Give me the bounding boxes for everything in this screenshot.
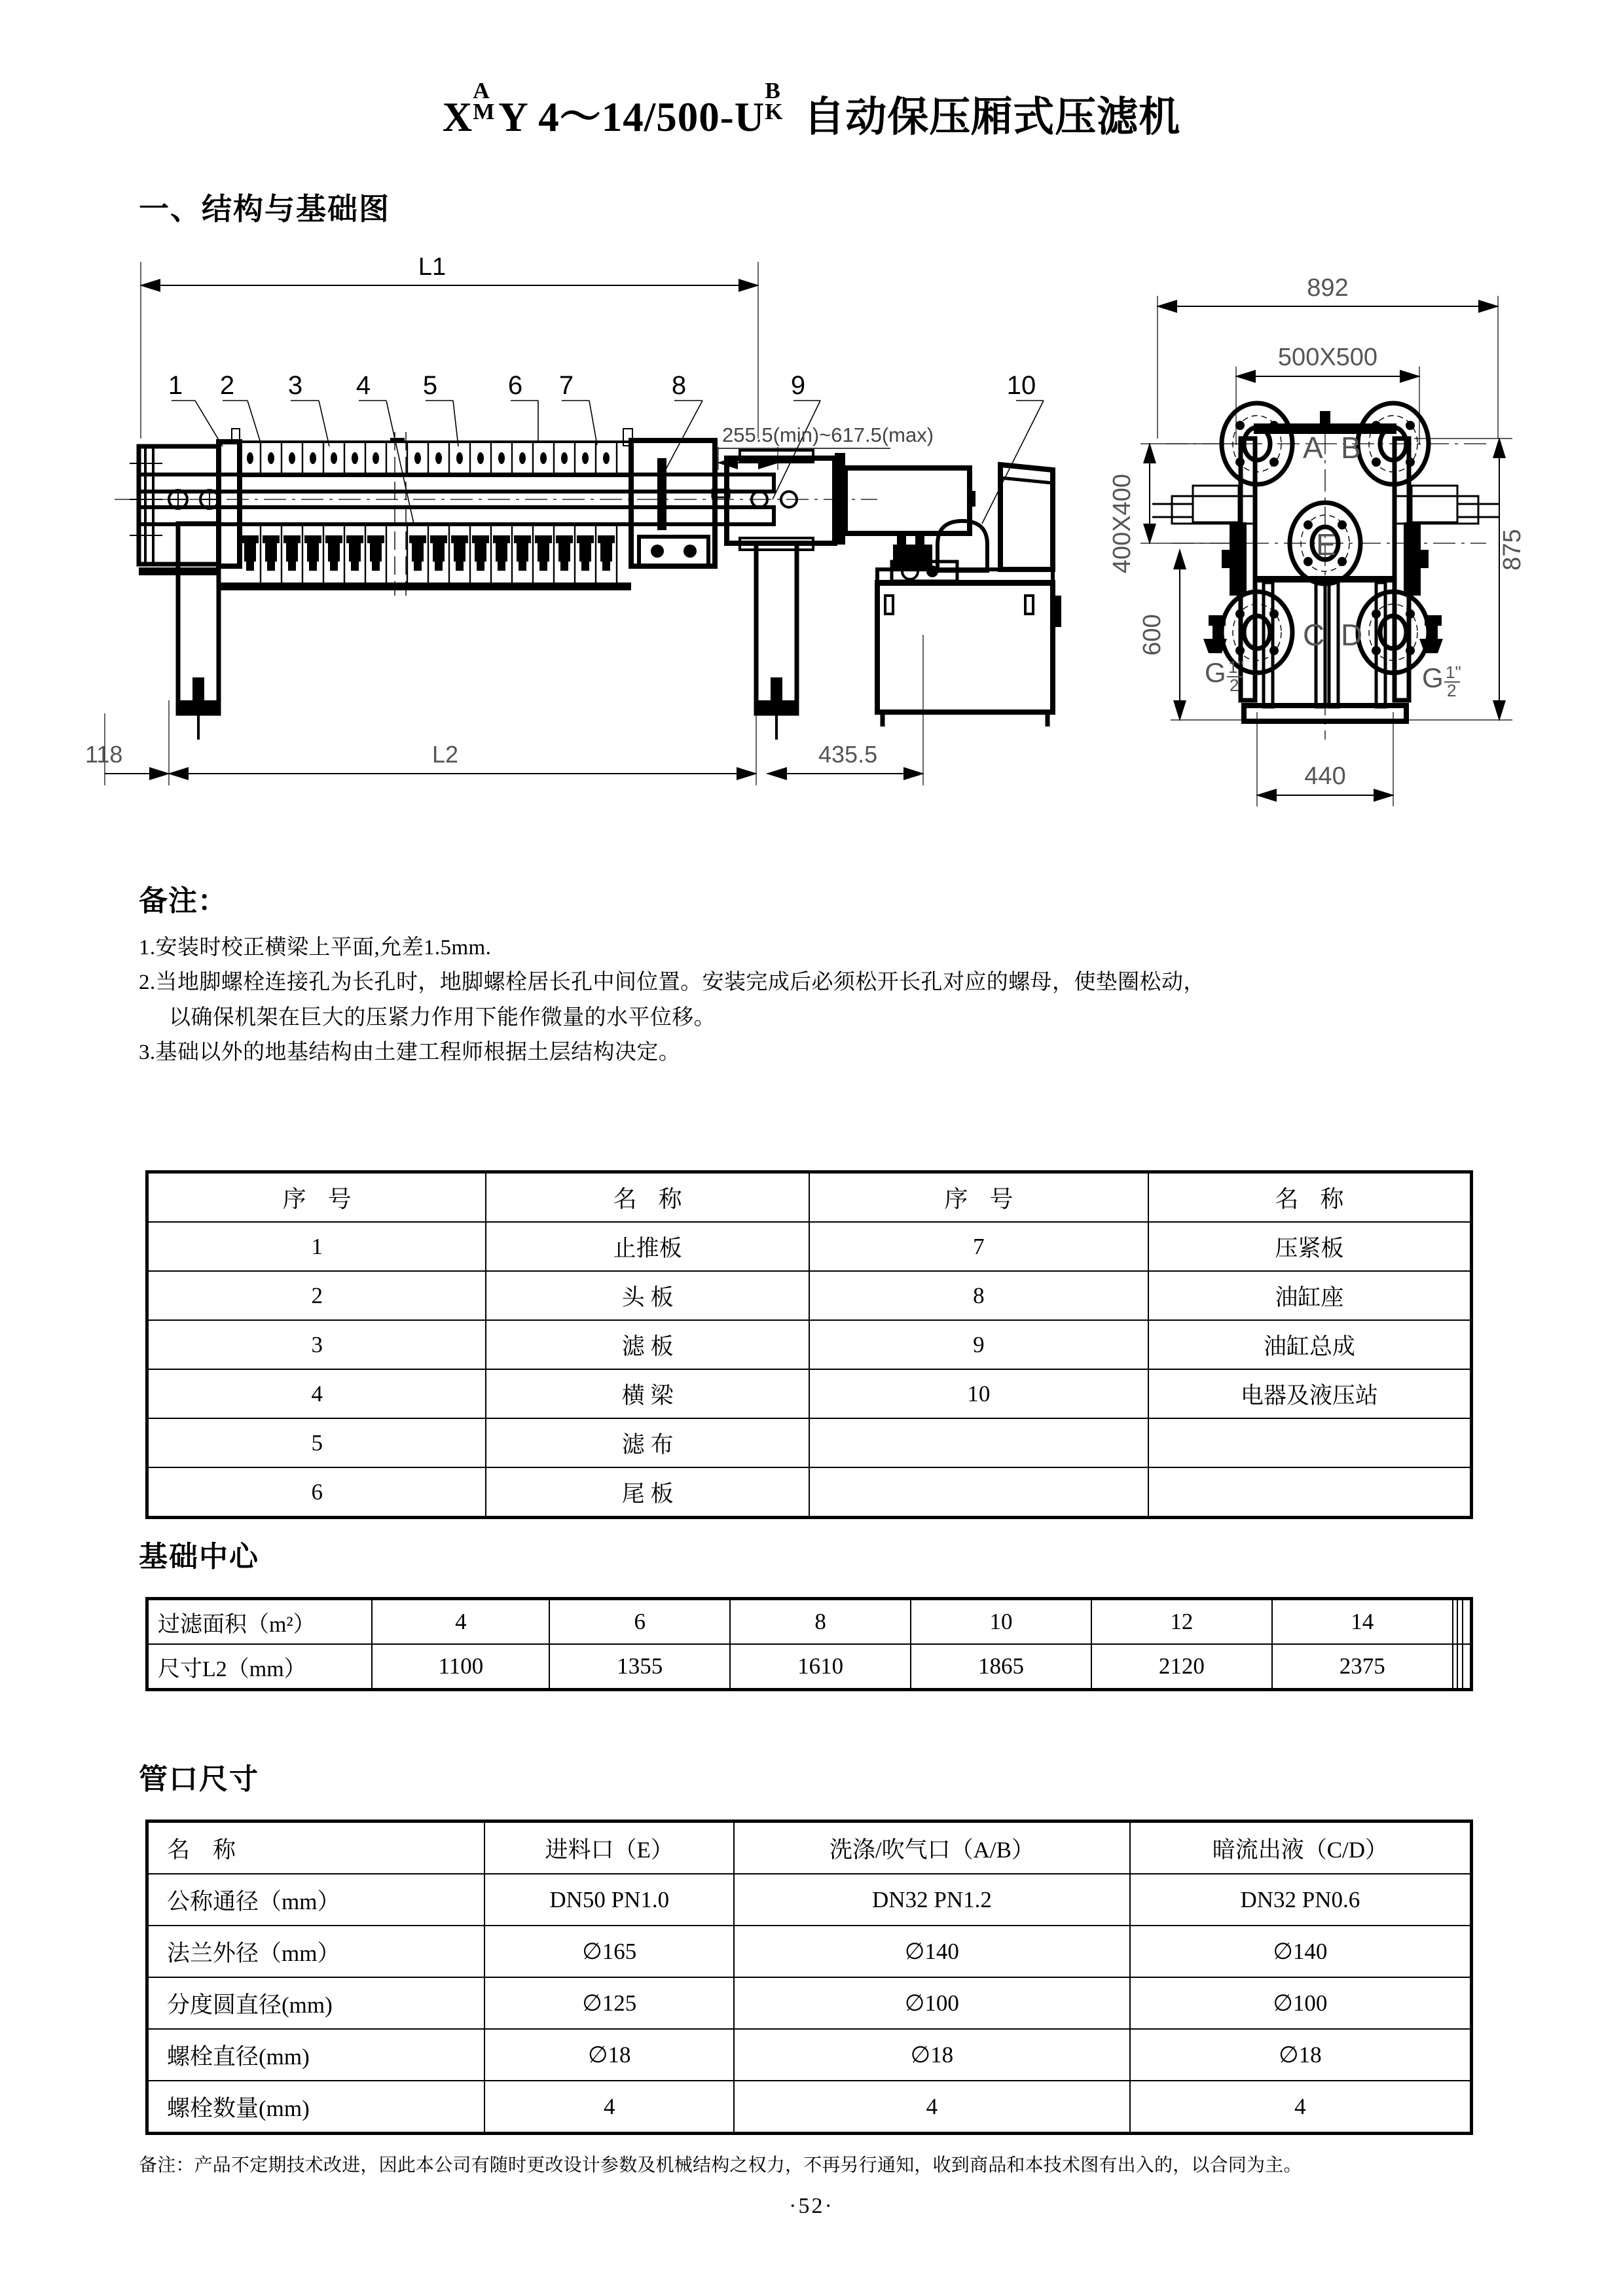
title-mid: Y 4～14/500-U (498, 94, 765, 140)
notes-heading: 备注： (139, 885, 227, 917)
pipe-cell-cd: ∅100 (1130, 1977, 1472, 2029)
notes-block (139, 877, 1494, 1071)
svg-text:8: 8 (671, 371, 687, 400)
table-row (147, 1977, 1472, 2029)
port-label-D: D (1341, 618, 1363, 652)
table-row (147, 1599, 1472, 1645)
parts-header-no-left: 序 号 (147, 1172, 486, 1223)
port-label-A: A (1303, 431, 1323, 465)
svg-text:6: 6 (507, 371, 523, 400)
base-center-table (145, 1597, 1473, 1691)
pipe-size-table (145, 1820, 1473, 2135)
pipe-row-label: 分度圆直径(mm) (147, 1977, 485, 2029)
svg-text:2: 2 (1447, 681, 1457, 700)
footer-disclaimer: 备注：产品不定期技术改进，因此本公司有随时更改设计参数及机械结构之权力，不再另行通知，收到商品和本技术图有出入的，以合同为主。 (139, 2155, 1302, 2176)
pipe-cell-ab: ∅18 (734, 2029, 1130, 2081)
l2-cell-empty (1463, 1644, 1472, 1690)
part-no: 8 (809, 1271, 1148, 1320)
part-no: 3 (147, 1320, 486, 1369)
note-item-2: 2.当地脚螺栓连接孔为长孔时，地脚螺栓居长孔中间位置。安装完成后必须松开长孔对应的螺母，使垫圈松动， (139, 971, 1205, 995)
pipe-header-wash: 洗涤/吹气口（A/B） (734, 1821, 1130, 1874)
pipe-cell-e: ∅125 (484, 1977, 734, 2029)
base-center-heading: 基础中心 (139, 1541, 259, 1573)
area-cell-empty (1463, 1599, 1472, 1645)
pipe-cell-cd: DN32 PN0.6 (1130, 1874, 1472, 1926)
dim-875-label: 875 (1499, 529, 1526, 571)
table-row (147, 1874, 1472, 1926)
title-sub-k: K (765, 98, 784, 124)
area-cell-empty (1457, 1599, 1463, 1645)
table-row (147, 1926, 1472, 1977)
title-subscript-group-2 (765, 77, 790, 131)
title-subscript-group-1 (473, 77, 498, 131)
part-name: 头 板 (486, 1271, 809, 1320)
dim-500x500-label: 500X500 (1277, 344, 1378, 371)
pipe-header-name: 名 称 (147, 1821, 485, 1874)
area-cell-empty (1453, 1599, 1458, 1645)
title-prefix: X (442, 94, 473, 140)
pipe-header-outlet: 暗流出液（C/D） (1130, 1821, 1472, 1874)
dim-118-label: 118 (85, 741, 123, 768)
part-no-empty (809, 1467, 1148, 1518)
part-no: 9 (809, 1320, 1148, 1369)
area-cell: 10 (911, 1599, 1091, 1645)
svg-text:4: 4 (356, 371, 371, 400)
table-row (147, 2029, 1472, 2081)
row-label-area: 过滤面积（m²） (147, 1599, 373, 1645)
area-cell: 14 (1272, 1599, 1453, 1645)
part-name: 油缸座 (1148, 1271, 1472, 1320)
table-row (147, 1644, 1472, 1690)
part-no: 5 (147, 1418, 486, 1467)
svg-text:3: 3 (287, 371, 303, 400)
part-name: 横 梁 (486, 1369, 809, 1418)
part-no: 1 (147, 1222, 486, 1271)
part-no: 10 (809, 1369, 1148, 1418)
pipe-header-inlet: 进料口（E） (484, 1821, 734, 1874)
svg-text:10: 10 (1006, 371, 1036, 400)
page-title (0, 77, 1623, 143)
pipe-row-label: 公称通径（mm） (147, 1874, 485, 1926)
dim-L1-label: L1 (418, 253, 447, 281)
part-name: 滤 板 (486, 1320, 809, 1369)
table-row (147, 1271, 1472, 1320)
part-name: 尾 板 (486, 1467, 809, 1518)
row-label-l2: 尺寸L2（mm） (147, 1644, 373, 1690)
part-no-empty (809, 1418, 1148, 1467)
title-suffix: 自动保压厢式压滤机 (803, 94, 1181, 140)
svg-text:1": 1" (1446, 662, 1461, 682)
parts-header-no-right: 序 号 (809, 1172, 1148, 1223)
dim-L2-label: L2 (431, 741, 459, 768)
pipe-cell-cd: 4 (1130, 2081, 1472, 2134)
part-name: 压紧板 (1148, 1222, 1472, 1271)
part-no: 7 (809, 1222, 1148, 1271)
parts-header-name-left: 名 称 (486, 1172, 809, 1223)
svg-text:1: 1 (168, 371, 183, 400)
part-name-empty (1148, 1467, 1472, 1518)
dim-600-label: 600 (1139, 614, 1166, 656)
note-item-2-cont: 以确保机架在巨大的压紧力作用下能作微量的水平位移。 (169, 1005, 716, 1030)
filter-plate-stack-lower (242, 524, 617, 583)
title-sup-b: B (765, 77, 781, 103)
svg-text:7: 7 (558, 371, 574, 400)
area-cell: 8 (730, 1599, 911, 1645)
pipe-cell-ab: ∅140 (734, 1926, 1130, 1977)
l2-cell: 2120 (1091, 1644, 1272, 1690)
part-name-empty (1148, 1418, 1472, 1467)
dim-435-label: 435.5 (818, 741, 878, 768)
dim-440-label: 440 (1304, 762, 1346, 790)
dim-400x400-label: 400X400 (1108, 473, 1136, 574)
port-label-C: C (1303, 618, 1325, 652)
dim-stroke-label: 255.5(min)~617.5(max) (722, 423, 934, 446)
part-name: 电器及液压站 (1148, 1369, 1472, 1418)
dim-892-label: 892 (1307, 274, 1349, 302)
pipe-row-label: 螺栓数量(mm) (147, 2081, 485, 2134)
l2-cell: 2375 (1272, 1644, 1453, 1690)
svg-text:G: G (1205, 657, 1226, 688)
svg-text:2: 2 (1230, 675, 1239, 695)
part-name: 油缸总成 (1148, 1320, 1472, 1369)
port-label-E: E (1316, 528, 1336, 562)
l2-cell: 1355 (549, 1644, 730, 1690)
part-no: 6 (147, 1467, 486, 1518)
table-row (147, 1222, 1472, 1271)
pipe-cell-cd: ∅140 (1130, 1926, 1472, 1977)
pipe-size-heading: 管口尺寸 (139, 1763, 259, 1795)
table-header-row (147, 1821, 1472, 1874)
note-item-3: 3.基础以外的地基结构由土建工程师根据土层结构决定。 (139, 1041, 681, 1065)
note-item-1: 1.安装时校正横梁上平面,允差1.5mm. (139, 936, 492, 960)
pipe-cell-ab: DN32 PN1.2 (734, 1874, 1130, 1926)
port-label-B: B (1341, 431, 1361, 465)
technical-drawing (0, 242, 1623, 864)
l2-cell-empty (1453, 1644, 1458, 1690)
pipe-row-label: 螺栓直径(mm) (147, 2029, 485, 2081)
pipe-cell-e: ∅165 (484, 1926, 734, 1977)
callout-numbers (168, 371, 1036, 400)
table-row (147, 2081, 1472, 2134)
parts-header-name-right: 名 称 (1148, 1172, 1472, 1223)
pipe-row-label: 法兰外径（mm） (147, 1926, 485, 1977)
part-name: 止推板 (486, 1222, 809, 1271)
l2-cell: 1610 (730, 1644, 911, 1690)
table-row (147, 1418, 1472, 1467)
table-row (147, 1369, 1472, 1418)
part-no: 4 (147, 1369, 486, 1418)
area-cell: 6 (549, 1599, 730, 1645)
svg-text:5: 5 (422, 371, 438, 400)
table-header-row (147, 1172, 1472, 1223)
part-no: 2 (147, 1271, 486, 1320)
pipe-cell-ab: ∅100 (734, 1977, 1130, 2029)
title-sub-m: M (473, 98, 496, 124)
part-name: 滤 布 (486, 1418, 809, 1467)
filter-plate-stack-upper (240, 438, 631, 476)
page-number: ·52· (789, 2194, 834, 2218)
pipe-cell-cd: ∅18 (1130, 2029, 1472, 2081)
l2-cell-empty (1457, 1644, 1463, 1690)
svg-text:9: 9 (790, 371, 806, 400)
title-sup-a: A (473, 77, 490, 103)
table-row (147, 1467, 1472, 1518)
l2-cell: 1100 (372, 1644, 549, 1690)
table-row (147, 1320, 1472, 1369)
pipe-cell-ab: 4 (734, 2081, 1130, 2134)
svg-text:G: G (1422, 662, 1444, 693)
area-cell: 4 (372, 1599, 549, 1645)
svg-text:1": 1" (1228, 657, 1244, 677)
parts-table (145, 1170, 1473, 1519)
area-cell: 12 (1091, 1599, 1272, 1645)
pipe-cell-e: ∅18 (484, 2029, 734, 2081)
section-heading-structure: 一、结构与基础图 (139, 192, 390, 226)
l2-cell: 1865 (911, 1644, 1091, 1690)
pipe-cell-e: DN50 PN1.0 (484, 1874, 734, 1926)
svg-text:2: 2 (219, 371, 235, 400)
pipe-cell-e: 4 (484, 2081, 734, 2134)
